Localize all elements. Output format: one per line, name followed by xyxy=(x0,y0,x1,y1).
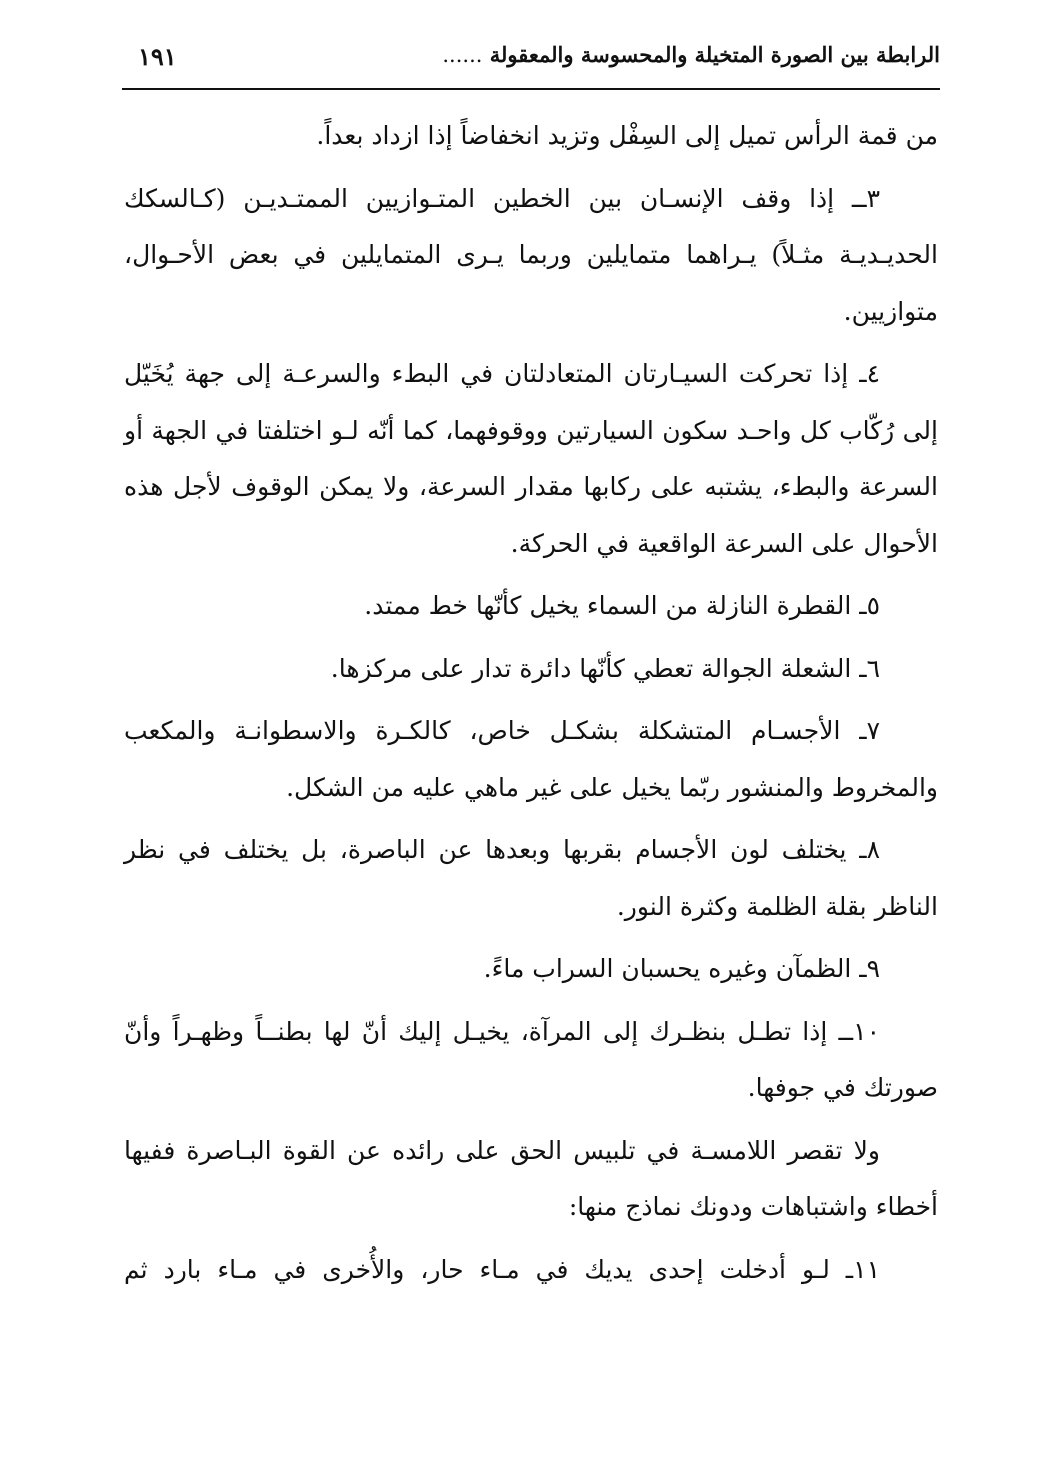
page-header xyxy=(122,38,940,88)
running-title-text: الرابطة بين الصورة المتخيلة والمحسوسة والمعقولة xyxy=(489,42,940,67)
page-number: ١٩١ xyxy=(138,42,177,71)
paragraph-item-5: ٥ـ القطرة النازلة من السماء يخيل كأنّها خط ممتد. xyxy=(364,591,880,620)
paragraph-item-4: ٤ـ إذا تحركت السيـارتان المتعادلتان في البطء والسرعـة إلى جهة يُخَيّل إلى رُكّاب كل واحـد سكون السيارتين ووقوفهما، كما أنّه لـو اختلفتا في الجهة أو السرعة والبطء، يشتبه على ركابها مقدار السرعة، ولا يمكن الوقوف لأجل هذه الأحوال على السرعة الواقعية في الحركة. xyxy=(124,359,938,558)
body-text xyxy=(124,108,938,1304)
paragraph-item-3: ٣ــ إذا وقف الإنسـان بين الخطين المتـوازيين الممتـديـن (كـالسكك الحديـديـة مثـلاً) يـراهما متمايلين وربما يـرى المتمايلين في بعض الأحـوال، متوازيين. xyxy=(124,183,938,326)
paragraph-touch-intro: ولا تقصر اللامسـة في تلبيس الحق على رائده عن القوة البـاصرة ففيها أخطاء واشتباهات ودونك نماذج منها: xyxy=(124,1135,938,1221)
header-dots: ...... xyxy=(442,43,483,67)
paragraph-item-8: ٨ـ يختلف لون الأجسام بقربها وبعدها عن الباصرة، بل يختلف في نظر الناظر بقلة الظلمة وكثرة النور. xyxy=(124,835,938,921)
paragraph-item-10: ١٠ــ إذا تطـل بنظـرك إلى المرآة، يخيـل إليك أنّ لها بطنــاً وظهـراً وأنّ صورتك في جوفها. xyxy=(124,1016,938,1102)
paragraph-item-7: ٧ـ الأجسـام المتشكلة بشكـل خاص، كالكـرة والاسطوانـة والمكعب والمخروط والمنشور ربّما يخيل على غير ماهي عليه من الشكل. xyxy=(124,716,938,802)
paragraph-item-9: ٩ـ الظمآن وغيره يحسبان السراب ماءً. xyxy=(483,954,880,983)
running-title xyxy=(442,42,940,67)
paragraph-continuation: من قمة الرأس تميل إلى السِفْل وتزيد انخفاضاً إذا ازداد بعداً. xyxy=(316,121,938,150)
paragraph-item-11: ١١ـ لـو أدخلت إحدى يديك في مـاء حار، والأُخرى في مـاء بارد ثم xyxy=(124,1254,880,1284)
paragraph-item-6: ٦ـ الشعلة الجوالة تعطي كأنّها دائرة تدار على مركزها. xyxy=(330,653,880,683)
header-divider xyxy=(122,88,940,90)
